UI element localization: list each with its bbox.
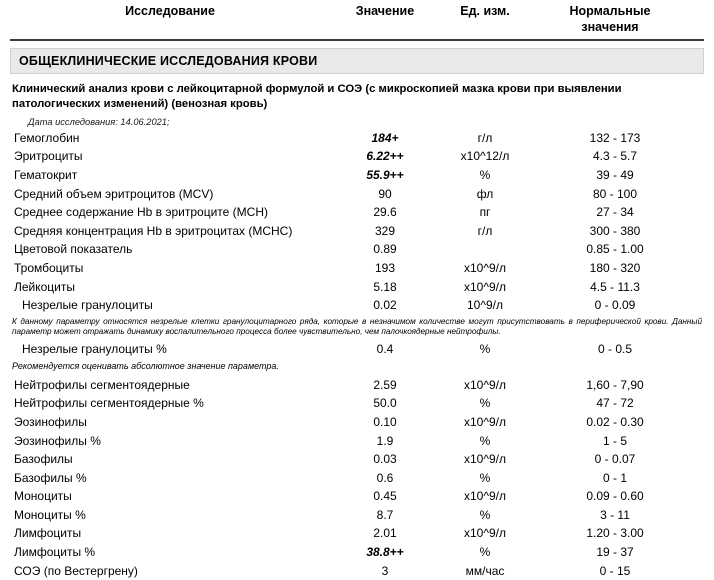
column-header-value: Значение (355, 4, 415, 18)
row-normal-range: 1.20 - 3.00 (586, 526, 644, 541)
row-test-name: Моноциты (14, 489, 72, 504)
table-row (10, 147, 704, 166)
row-normal-range: 0 - 0.07 (594, 452, 636, 467)
table-row (10, 203, 704, 222)
row-value: 0.6 (376, 470, 394, 485)
row-test-name: Цветовой показатель (14, 242, 133, 257)
row-normal-range: 0 - 1 (602, 470, 627, 485)
row-unit: 10^9/л (467, 298, 503, 313)
table-row (10, 431, 704, 450)
column-header-norm-line2: значения (581, 19, 639, 34)
row-value: 0.89 (373, 242, 397, 257)
row-normal-range: 19 - 37 (596, 545, 634, 560)
row-value: 0.10 (373, 414, 397, 429)
row-value: 0.4 (376, 342, 394, 357)
row-value: 38.8++ (366, 545, 404, 560)
row-test-name: Лимфоциты (14, 526, 82, 541)
table-row (10, 524, 704, 543)
row-normal-range: 0.85 - 1.00 (586, 242, 644, 257)
row-value: 5.18 (373, 279, 397, 294)
study-date: Дата исследования: 14.06.2021; (28, 116, 170, 127)
row-value: 193 (374, 261, 396, 276)
row-unit: x10^9/л (464, 261, 506, 276)
row-normal-range: 0 - 0.5 (597, 342, 633, 357)
row-value: 0.02 (373, 298, 397, 313)
column-header-norm-line1: Нормальные (569, 4, 651, 18)
row-unit: г/л (477, 130, 493, 145)
row-normal-range: 27 - 34 (596, 205, 634, 220)
table-row (10, 277, 704, 296)
row-test-name: Нейтрофилы сегментоядерные (14, 377, 190, 392)
row-normal-range: 0.02 - 0.30 (586, 414, 644, 429)
table-header (0, 0, 714, 35)
row-value: 0.45 (373, 489, 397, 504)
row-unit: % (479, 168, 491, 183)
table-row (10, 184, 704, 203)
row-unit: x10^9/л (464, 489, 506, 504)
row-test-name: Лимфоциты % (14, 545, 96, 560)
header-divider (10, 39, 704, 41)
row-normal-range: 180 - 320 (589, 261, 641, 276)
row-test-name: Средняя концентрация Hb в эритроцитах (MCHC) (14, 223, 293, 238)
row-value: 184+ (371, 130, 399, 145)
column-header-unit: Ед. изм. (460, 4, 510, 18)
table-row (10, 259, 704, 278)
row-value: 29.6 (373, 205, 397, 220)
row-unit: мм/час (465, 563, 505, 578)
row-unit: x10^9/л (464, 377, 506, 392)
row-normal-range: 4.3 - 5.7 (592, 149, 638, 164)
row-unit: x10^9/л (464, 414, 506, 429)
table-row (10, 240, 704, 259)
row-test-name: Эритроциты (14, 149, 83, 164)
row-value: 1.9 (376, 433, 394, 448)
row-test-name: Средний объем эритроцитов (MCV) (14, 186, 214, 201)
row-unit: % (479, 396, 491, 411)
row-test-name: Среднее содержание Hb в эритроците (MCH) (14, 205, 268, 220)
row-value: 2.59 (373, 377, 397, 392)
row-normal-range: 3 - 11 (600, 507, 630, 522)
row-value: 0.03 (373, 452, 397, 467)
row-unit: x10^9/л (464, 452, 506, 467)
row-normal-range: 0.09 - 0.60 (586, 489, 644, 504)
row-test-name: Нейтрофилы сегментоядерные % (14, 396, 204, 411)
result-rows-group-2 (10, 340, 704, 359)
table-row (10, 487, 704, 506)
table-row (10, 561, 704, 580)
row-value: 3 (381, 563, 389, 578)
row-test-name: Базофилы % (14, 470, 87, 485)
row-value: 50.0 (373, 396, 397, 411)
row-normal-range: 300 - 380 (589, 223, 641, 238)
row-normal-range: 132 - 173 (589, 130, 641, 145)
table-row (10, 222, 704, 241)
row-test-name: Базофилы (14, 452, 73, 467)
row-normal-range: 80 - 100 (592, 186, 638, 201)
table-row (10, 340, 704, 359)
section-title-band: ОБЩЕКЛИНИЧЕСКИЕ ИССЛЕДОВАНИЯ КРОВИ (10, 48, 704, 74)
row-test-name: Эозинофилы % (14, 433, 101, 448)
row-unit: % (479, 433, 491, 448)
row-unit: x10^9/л (464, 279, 506, 294)
table-row (10, 413, 704, 432)
row-unit: пг (479, 205, 491, 220)
row-unit: % (479, 342, 491, 357)
row-test-name: Незрелые гранулоциты (22, 298, 153, 313)
row-value: 2.01 (373, 526, 397, 541)
panel-subtitle: Клинический анализ крови с лейкоцитарной формулой и СОЭ (с микроскопией мазка крови при выявлении патологических изменений) (венозная кровь) (12, 83, 622, 110)
table-row (10, 394, 704, 413)
row-test-name: СОЭ (по Вестергрену) (14, 563, 138, 578)
table-row (10, 468, 704, 487)
result-rows-group-3 (10, 375, 704, 580)
row-value: 8.7 (376, 507, 394, 522)
row-test-name: Гематокрит (14, 168, 78, 183)
row-normal-range: 39 - 49 (596, 168, 634, 183)
row-test-name: Лейкоциты (14, 279, 76, 294)
row-unit: x10^9/л (464, 526, 506, 541)
row-normal-range: 1,60 - 7,90 (586, 377, 644, 392)
row-test-name: Тромбоциты (14, 261, 84, 276)
row-unit: г/л (477, 223, 493, 238)
result-rows-group-1 (10, 129, 704, 315)
table-row (10, 450, 704, 469)
row-normal-range: 4.5 - 11.3 (590, 279, 640, 294)
row-normal-range: 47 - 72 (596, 396, 634, 411)
row-value: 55.9++ (366, 168, 404, 183)
row-unit: % (479, 470, 491, 485)
recommendation-note: Рекомендуется оценивать абсолютное значение параметра. (12, 360, 279, 371)
row-unit: % (479, 507, 491, 522)
row-unit: x10^12/л (460, 149, 510, 164)
table-row (10, 506, 704, 525)
granulocytes-note: К данному параметру относятся незрелые клетки гранулоцитарного ряда, которые в незначимом количестве могут присутствовать в периферической крови. Данный параметр может отражать динамику воспалительного процесса более чувствительно, чем палочкоядерные нейтрофилы. (12, 316, 702, 336)
row-test-name: Гемоглобин (14, 130, 80, 145)
table-row (10, 129, 704, 148)
row-value: 90 (378, 186, 392, 201)
column-header-norm (530, 4, 690, 35)
row-test-name: Незрелые гранулоциты % (22, 342, 167, 357)
row-normal-range: 0 - 0.09 (594, 298, 636, 313)
table-row (10, 296, 704, 315)
column-header-name: Исследование (125, 4, 215, 18)
row-unit: фл (476, 186, 494, 201)
table-row (10, 166, 704, 185)
table-row (10, 375, 704, 394)
row-unit: % (479, 545, 491, 560)
row-test-name: Эозинофилы (14, 414, 87, 429)
row-value: 6.22++ (366, 149, 404, 164)
row-value: 329 (374, 223, 396, 238)
row-normal-range: 0 - 15 (599, 563, 631, 578)
row-test-name: Моноциты % (14, 507, 86, 522)
row-normal-range: 1 - 5 (602, 433, 627, 448)
